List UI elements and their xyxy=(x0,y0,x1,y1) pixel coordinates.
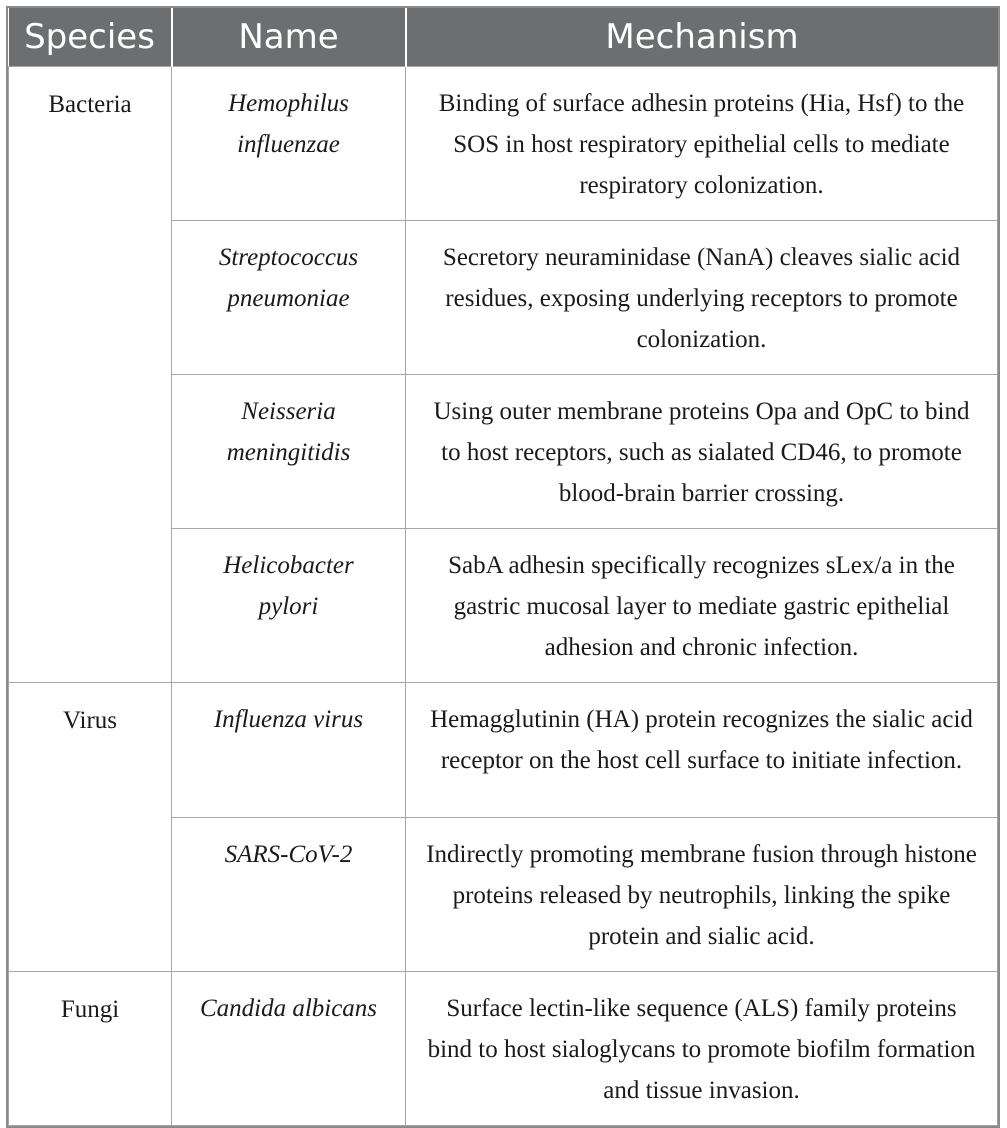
name-cell: Candida albicans xyxy=(172,972,406,1126)
mechanism-cell: Indirectly promoting membrane fusion through histone proteins released by neutrophils, linking the spike protein and sialic acid. xyxy=(406,818,998,972)
mechanism-cell: Hemagglutinin (HA) protein recognizes the sialic acid receptor on the host cell surface to initiate infection. xyxy=(406,683,998,818)
name-cell: Streptococcus pneumoniae xyxy=(172,221,406,375)
header-name: Name xyxy=(172,8,406,67)
name-cell: Influenza virus xyxy=(172,683,406,818)
header-species: Species xyxy=(9,8,172,67)
name-cell: SARS-CoV-2 xyxy=(172,818,406,972)
name-cell: Neisseria meningitidis xyxy=(172,375,406,529)
mechanism-cell: Surface lectin-like sequence (ALS) family proteins bind to host sialoglycans to promote biofilm formation and tissue invasion. xyxy=(406,972,998,1126)
species-cell-bacteria: Bacteria xyxy=(9,67,172,683)
table-header xyxy=(9,8,998,67)
mechanism-cell: Secretory neuraminidase (NanA) cleaves sialic acid residues, exposing underlying receptors to promote colonization. xyxy=(406,221,998,375)
pathogen-mechanism-table xyxy=(6,6,1000,1128)
header-row xyxy=(9,8,998,67)
table-row xyxy=(9,67,998,221)
species-cell-virus: Virus xyxy=(9,683,172,972)
mechanism-cell: SabA adhesin specifically recognizes sLex/a in the gastric mucosal layer to mediate gastric epithelial adhesion and chronic infection. xyxy=(406,529,998,683)
header-mechanism: Mechanism xyxy=(406,8,998,67)
table xyxy=(8,8,998,1126)
name-cell: Helicobacter pylori xyxy=(172,529,406,683)
mechanism-cell: Using outer membrane proteins Opa and OpC to bind to host receptors, such as sialated CD46, to promote blood-brain barrier crossing. xyxy=(406,375,998,529)
table-row xyxy=(9,972,998,1126)
mechanism-cell: Binding of surface adhesin proteins (Hia, Hsf) to the SOS in host respiratory epithelial cells to mediate respiratory colonization. xyxy=(406,67,998,221)
table-row xyxy=(9,683,998,818)
name-cell: Hemophilus influenzae xyxy=(172,67,406,221)
species-cell-fungi: Fungi xyxy=(9,972,172,1126)
table-body xyxy=(9,67,998,1126)
